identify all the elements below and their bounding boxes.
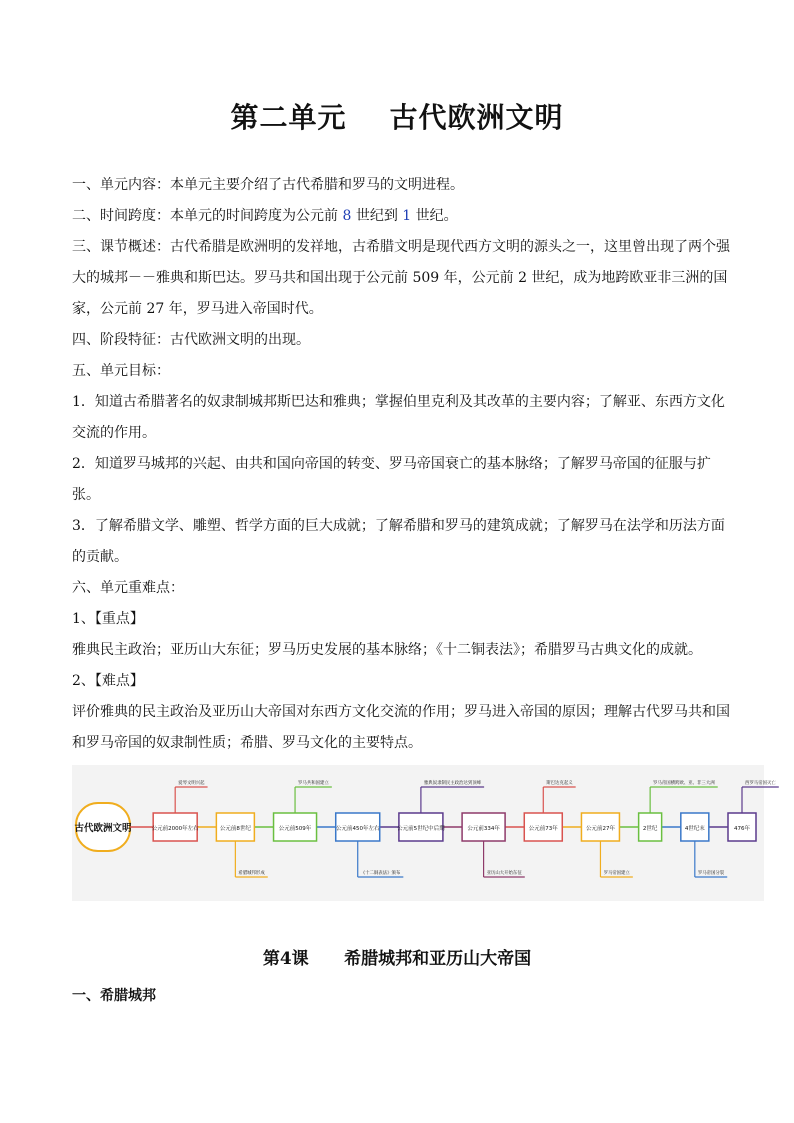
lesson-title: 第4课 希腊城邦和亚历山大帝国 bbox=[262, 949, 532, 969]
timeline-svg bbox=[72, 765, 776, 901]
timeline-root-label: 古代欧洲文明 bbox=[74, 823, 132, 834]
line-key-heading: 六、单元重难点： bbox=[72, 580, 184, 596]
timeline-node-label: 476年 bbox=[734, 826, 750, 832]
line-difficult-points: 评价雅典的民主政治及亚历山大帝国对东西方文化交流的作用；罗马进入帝国的原因；理解古代罗马共和国和罗马帝国的奴隶制性质；希腊、罗马文化的主要特点。 bbox=[72, 704, 730, 751]
timeline-event-above: 罗马共和国建立 bbox=[298, 781, 329, 786]
line-goal-1: 1．知道古希腊著名的奴隶制城邦斯巴达和雅典；掌握伯里克利及其改革的主要内容；了解亚、东西方文化交流的作用。 bbox=[72, 394, 725, 441]
timeline-node-label: 公元前450年左右 bbox=[335, 826, 380, 832]
timeline-node-label: 2世纪 bbox=[642, 826, 658, 832]
timeline-event-above: 爱琴文明兴起 bbox=[178, 781, 205, 786]
timeline-node-label: 4世纪末 bbox=[684, 826, 705, 832]
timeline-mindmap bbox=[72, 765, 776, 901]
timeline-node-label: 公元前5世纪中后期 bbox=[397, 826, 445, 832]
line-stage-feature: 四、阶段特征：古代欧洲文明的出现。 bbox=[72, 332, 310, 348]
timeline-node-label: 公元前2000年左右 bbox=[151, 826, 199, 832]
timeline-node-label: 公元前27年 bbox=[585, 826, 615, 832]
line-time-span: 二、时间跨度：本单元的时间跨度为公元前 8 世纪到 1 世纪。 bbox=[72, 208, 458, 224]
timeline-event-below: 罗马帝国建立 bbox=[603, 871, 630, 876]
timeline-event-below: 希腊城邦形成 bbox=[238, 871, 265, 876]
timeline-event-below: 罗马帝国分裂 bbox=[697, 871, 725, 876]
timeline-event-above: 罗马帝国横跨欧、亚、非三大洲 bbox=[653, 781, 715, 786]
timeline-node-label: 公元前8世纪 bbox=[219, 826, 251, 832]
timeline-node-label: 公元前334年 bbox=[467, 826, 500, 832]
body-text bbox=[72, 170, 732, 759]
line-key-label: 1、【重点】 bbox=[72, 611, 144, 627]
line-goals-heading: 五、单元目标： bbox=[72, 363, 170, 379]
line-unit-content: 一、单元内容：本单元主要介绍了古代希腊和罗马的文明进程。 bbox=[72, 177, 464, 193]
line-difficult-label: 2、【难点】 bbox=[72, 673, 144, 689]
timeline-node-label: 公元前73年 bbox=[528, 826, 558, 832]
timeline-event-above: 雅典奴隶制民主政治达到顶峰 bbox=[423, 781, 482, 786]
unit-title: 第二单元 古代欧洲文明 bbox=[230, 101, 564, 134]
section-title: 一、希腊城邦 bbox=[72, 988, 156, 1004]
timeline-event-above: 西罗马帝国灭亡 bbox=[745, 781, 776, 786]
timeline-event-below: 亚历山大开始东征 bbox=[486, 871, 522, 876]
line-goal-3: 3．了解希腊文学、雕塑、哲学方面的巨大成就；了解希腊和罗马的建筑成就；了解罗马在法学和历法方面的贡献。 bbox=[72, 518, 725, 565]
line-key-points: 雅典民主政治；亚历山大东征；罗马历史发展的基本脉络；《十二铜表法》；希腊罗马古典文化的成就。 bbox=[72, 642, 702, 658]
line-goal-2: 2．知道罗马城邦的兴起、由共和国向帝国的转变、罗马帝国衰亡的基本脉络；了解罗马帝国的征服与扩张。 bbox=[72, 456, 711, 503]
timeline-event-below: 《十二铜表法》颁布 bbox=[360, 871, 401, 876]
timeline-event-above: 斯巴达克起义 bbox=[546, 781, 573, 786]
timeline-node-label: 公元前509年 bbox=[278, 826, 312, 832]
line-overview: 三、课节概述：古代希腊是欧洲明的发祥地，古希腊文明是现代西方文明的源头之一，这里曾出现了两个强大的城邦－－雅典和斯巴达。罗马共和国出现于公元前 509 年，公元前 2 世纪，成为地跨欧亚非三洲的国家，公元前 27 年，罗马进入帝国时代。 bbox=[72, 239, 730, 317]
